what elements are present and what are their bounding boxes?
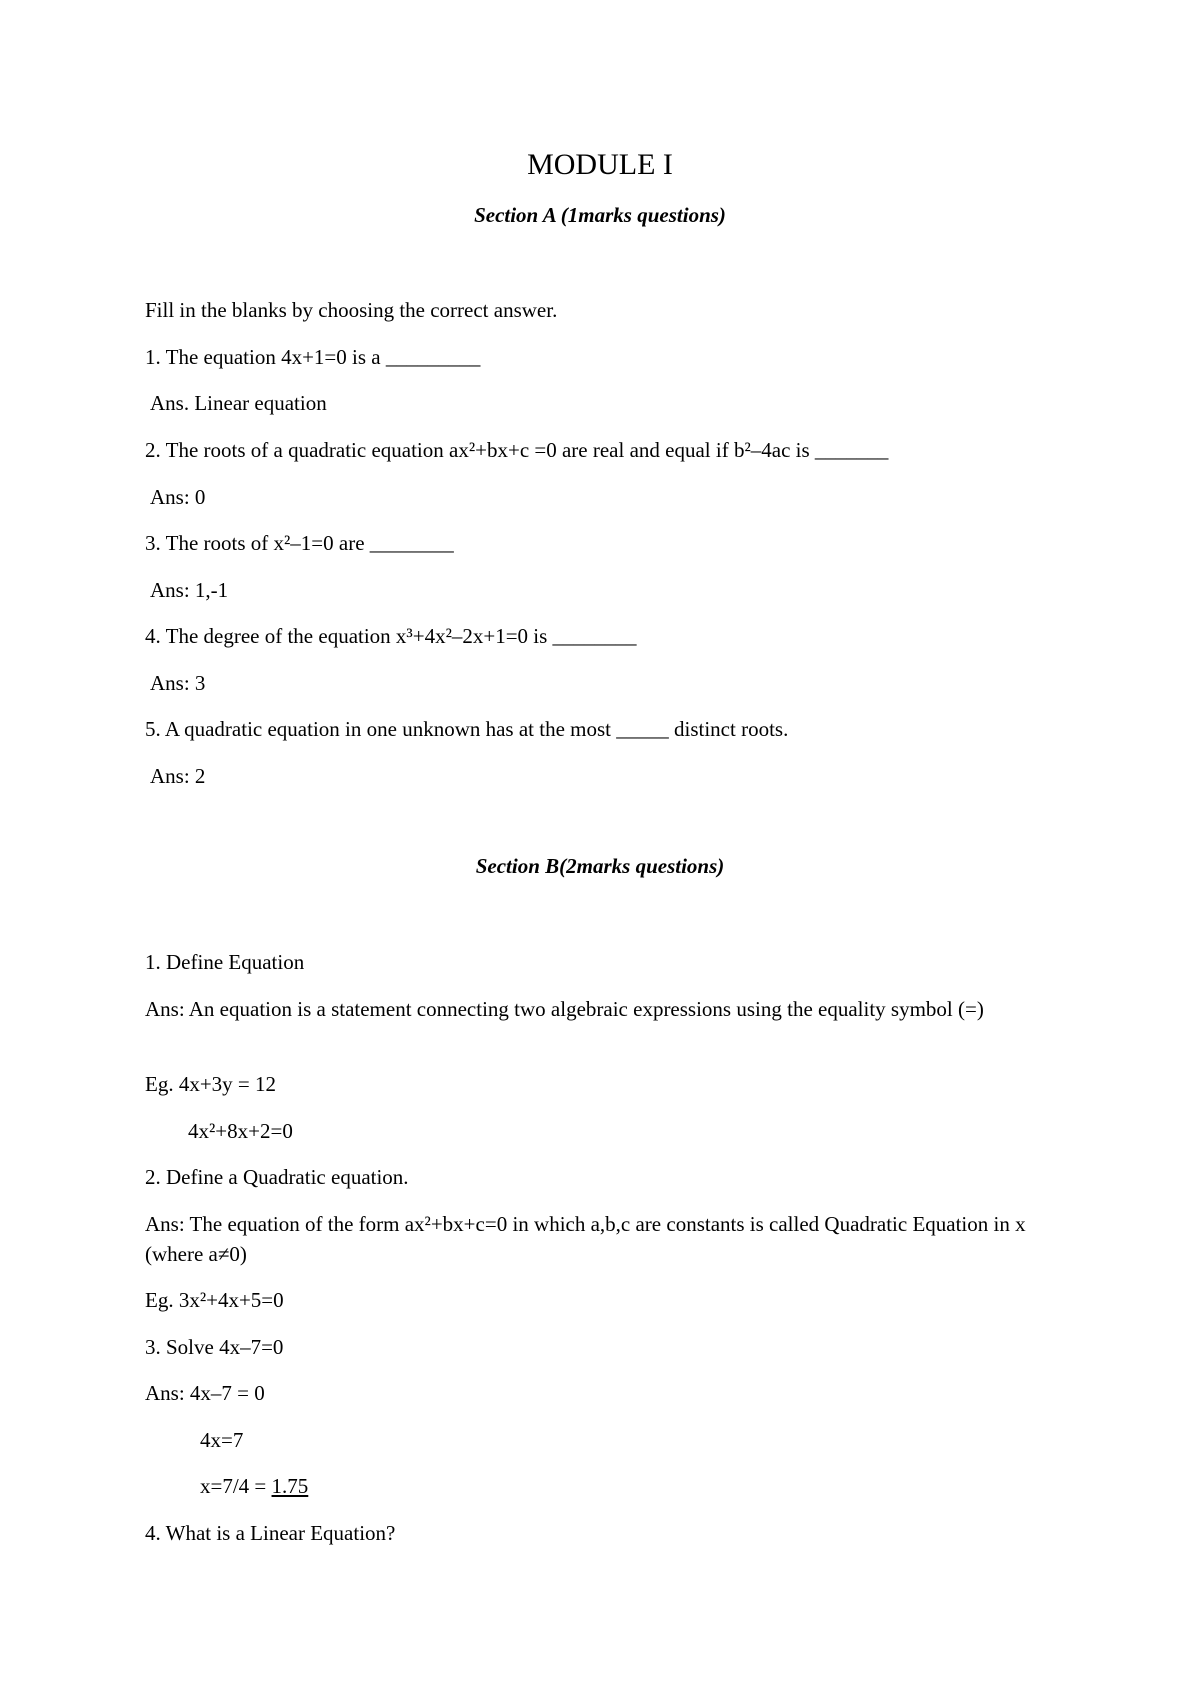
answer-b2: Ans: The equation of the form ax²+bx+c=0 in which a,b,c are constants is called Quadratic Equation in x (where a≠0) <box>145 1212 1026 1266</box>
answer-a4: Ans: 3 <box>150 671 206 695</box>
question-a2: 2. The roots of a quadratic equation ax²+bx+c =0 are real and equal if b²–4ac is _______ <box>145 438 889 462</box>
answer-b3-step3 <box>200 1471 308 1501</box>
question-a3: 3. The roots of x²–1=0 are ________ <box>145 531 454 555</box>
answer-b1: Ans: An equation is a statement connecting two algebraic expressions using the equality symbol (=) <box>145 997 984 1021</box>
question-b4: 4. What is a Linear Equation? <box>145 1521 396 1545</box>
answer-a2: Ans: 0 <box>150 485 206 509</box>
answer-b3-step2: 4x=7 <box>200 1428 244 1452</box>
answer-b3-step3-prefix: x=7/4 = <box>200 1474 272 1498</box>
question-a5: 5. A quadratic equation in one unknown has at the most _____ distinct roots. <box>145 717 789 741</box>
example-b2: Eg. 3x²+4x+5=0 <box>145 1288 284 1312</box>
page-title: MODULE I <box>527 148 673 181</box>
answer-b3-result: 1.75 <box>271 1474 309 1498</box>
answer-a1: Ans. Linear equation <box>150 391 327 415</box>
answer-a3: Ans: 1,-1 <box>150 578 229 602</box>
answer-a5: Ans: 2 <box>150 764 206 788</box>
answer-b3-step1: Ans: 4x–7 = 0 <box>145 1381 265 1405</box>
example-b1-1: Eg. 4x+3y = 12 <box>145 1072 277 1096</box>
question-a4: 4. The degree of the equation x³+4x²–2x+1=0 is ________ <box>145 624 637 648</box>
section-a-heading: Section A (1marks questions) <box>474 203 726 227</box>
example-b1-2: 4x²+8x+2=0 <box>188 1119 293 1143</box>
question-b1: 1. Define Equation <box>145 950 305 974</box>
section-a-instruction: Fill in the blanks by choosing the correct answer. <box>145 298 558 322</box>
question-b2: 2. Define a Quadratic equation. <box>145 1165 409 1189</box>
section-b-heading: Section B(2marks questions) <box>475 854 725 878</box>
question-b3: 3. Solve 4x–7=0 <box>145 1335 284 1359</box>
question-a1: 1. The equation 4x+1=0 is a _________ <box>145 345 481 369</box>
